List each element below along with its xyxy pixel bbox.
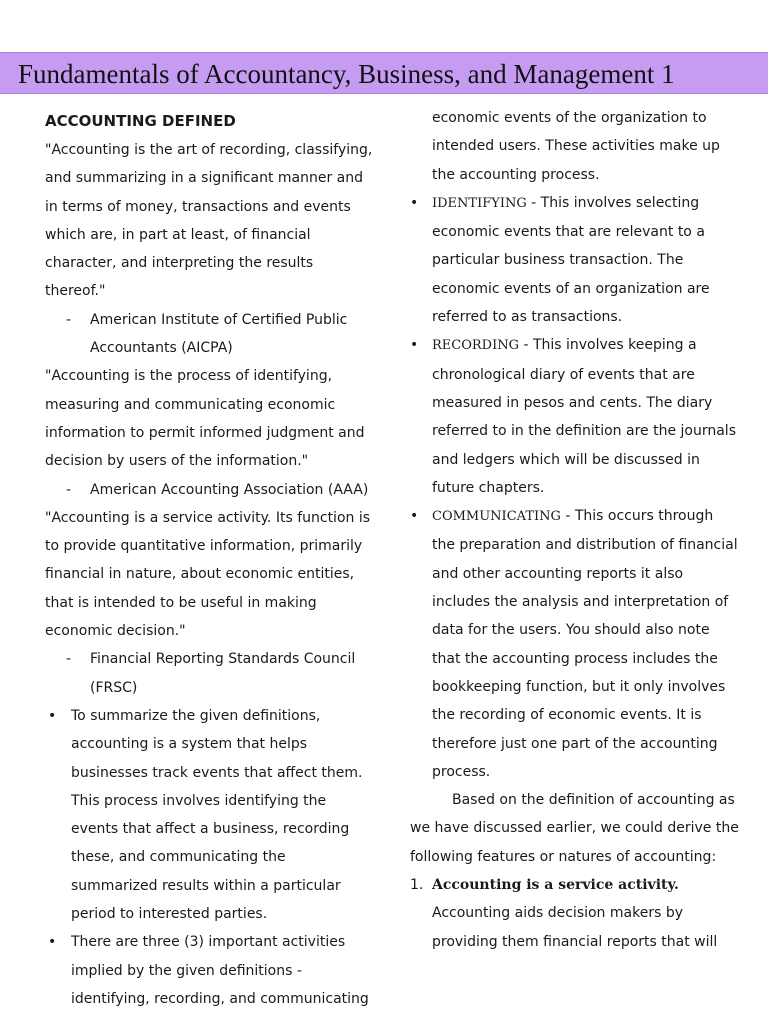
continuation-text: economic events of the organization to intended users. These activities make up the accounting process. [432, 110, 720, 183]
attribution-aaa [45, 476, 375, 504]
bullet-communicating [410, 502, 740, 786]
term-communicating: COMMUNICATING [432, 509, 561, 525]
dash-marker: - [66, 481, 72, 498]
definition-quote-frsc: "Accounting is a service activity. Its function is to provide quantitative information, primarily financial in nature, about economic entities, that is intended to be useful in making economic decision." [45, 509, 371, 640]
item-text: Accounting aids decision makers by providing them financial reports that will [432, 905, 718, 950]
definition-quote-aaa: "Accounting is the process of identifying, measuring and communicating economic information to permit informed judgment and decision by users of the information." [45, 368, 365, 470]
page-title: Fundamentals of Accountancy, Business, and Management 1 [18, 59, 675, 89]
bullet-dot-icon: • [410, 194, 419, 211]
communicating-text: - This occurs through the preparation and distribution of financial and other accounting reports it also includes the analysis and interpretation of data for the users. You should also note that the accounting process includes the bookkeeping function, but it only involves the recording of economic events. It is therefore just one part of the accounting process. [432, 508, 738, 780]
features-paragraph: Based on the definition of accounting as we have discussed earlier, we could derive the following features or natures of accounting: [410, 792, 739, 865]
bullet-summary [45, 702, 375, 928]
bullet-identifying [410, 189, 740, 331]
bullet-dot-icon: • [48, 707, 57, 724]
dash-marker: - [66, 651, 72, 668]
bullet-dot-icon: • [48, 934, 57, 951]
term-identifying: IDENTIFYING [432, 195, 527, 211]
left-column [45, 104, 375, 1013]
attribution-aicpa [45, 306, 375, 363]
bullet-dot-icon: • [410, 337, 419, 354]
bullet-dot-icon: • [410, 508, 419, 525]
bullet-text: There are three (3) important activities implied by the given definitions - identifying, recording, and communicating [71, 934, 369, 1007]
attribution-text: American Institute of Certified Public Accountants (AICPA) [90, 311, 348, 357]
attribution-text: American Accounting Association (AAA) [90, 481, 369, 498]
recording-text: - This involves keeping a chronological diary of events that are measured in pesos and cents. The diary referred to in the definition are the journals and ledgers which will be discussed in future chapters. [432, 337, 736, 496]
section-heading: ACCOUNTING DEFINED [45, 112, 236, 130]
item-number: 1. [410, 877, 424, 894]
title-band [0, 52, 768, 94]
bullet-recording [410, 331, 740, 502]
term-recording: RECORDING [432, 338, 519, 354]
right-column [410, 104, 740, 956]
dash-marker: - [66, 311, 72, 328]
identifying-text: - This involves selecting economic events that are relevant to a particular business transaction. The economic events of an organization are referred to as transactions. [432, 194, 710, 326]
attribution-frsc [45, 645, 375, 702]
attribution-text: Financial Reporting Standards Council (FRSC) [90, 651, 356, 696]
numbered-item-1 [410, 871, 740, 956]
bullet-activities [45, 928, 375, 1013]
item-title: Accounting is a service activity. [432, 877, 679, 894]
definition-quote-aicpa: "Accounting is the art of recording, classifying, and summarizing in a significant manner and in terms of money, transactions and events which are, in part at least, of financial character, and interpreting the results thereof." [45, 142, 373, 300]
bullet-text: To summarize the given definitions, accounting is a system that helps businesses track events that affect them. This process involves identifying the events that affect a business, recording these, and communicating the summarized results within a particular period to interested parties. [71, 707, 363, 923]
